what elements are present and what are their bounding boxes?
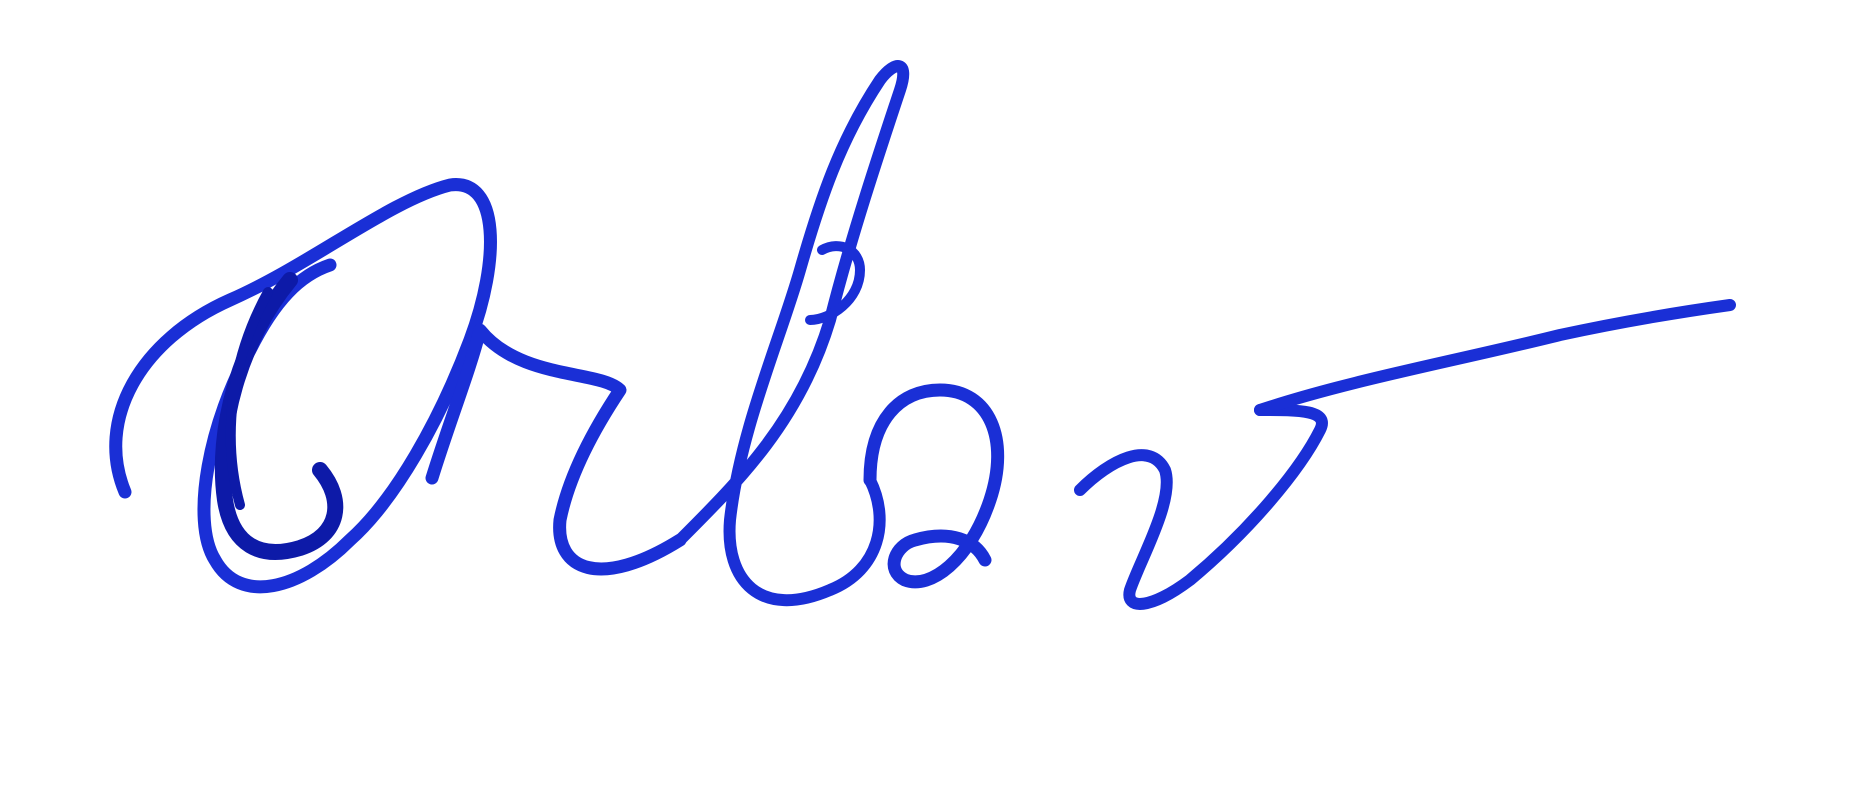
signature-stroke-r: [432, 330, 680, 569]
signature-stroke-o-outer: [116, 185, 491, 587]
signature-stroke-v: [1080, 410, 1322, 604]
signature-stroke-o-small: [870, 390, 998, 582]
signature-stroke-o-inner: [223, 280, 335, 552]
signature-stroke-flourish: [1260, 305, 1730, 410]
signature-stroke-l: [680, 66, 903, 600]
